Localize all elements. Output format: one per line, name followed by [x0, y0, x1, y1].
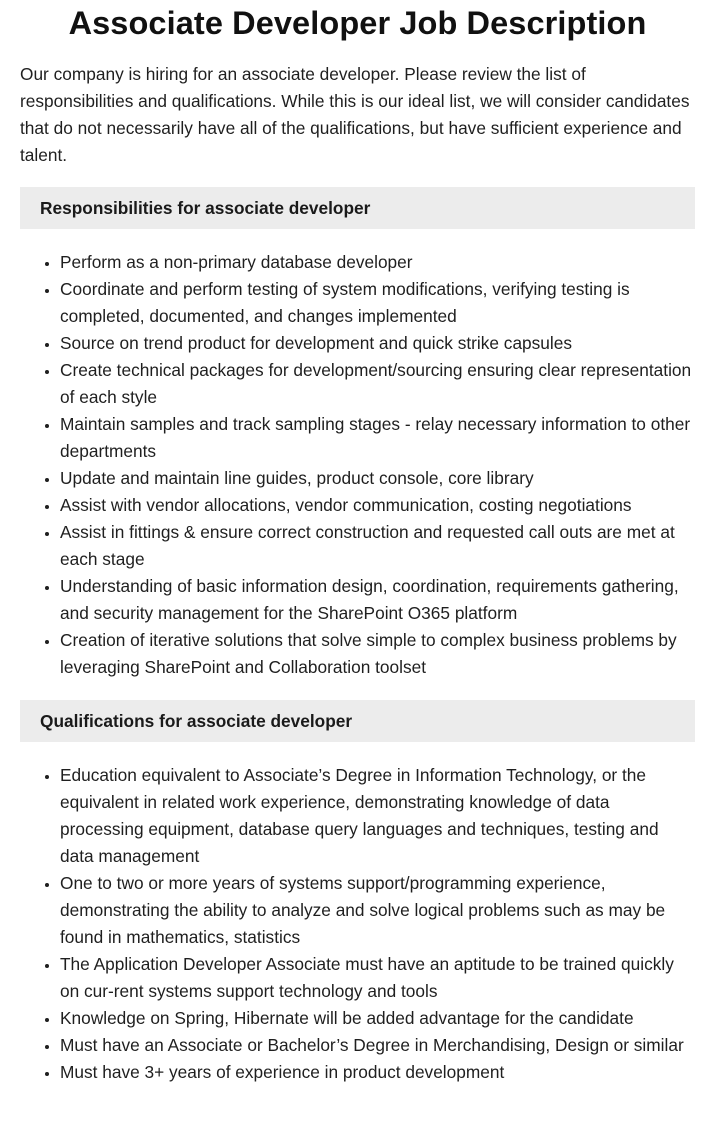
qualifications-list: [20, 762, 695, 1086]
list-item: • Maintain samples and track sampling stages - relay necessary information to other departments: [60, 411, 695, 465]
list-item: • Must have an Associate or Bachelor’s Degree in Merchandising, Design or similar: [60, 1032, 695, 1059]
list-item: • Assist with vendor allocations, vendor communication, costing negotiations: [60, 492, 695, 519]
list-item: • Coordinate and perform testing of system modifications, verifying testing is completed, documented, and changes implemented: [60, 276, 695, 330]
responsibilities-list: [20, 249, 695, 681]
responsibilities-heading: Responsibilities for associate developer: [20, 187, 695, 229]
list-item: • Creation of iterative solutions that solve simple to complex business problems by leveraging SharePoint and Collaboration toolset: [60, 627, 695, 681]
list-item: • Assist in fittings & ensure correct construction and requested call outs are met at each stage: [60, 519, 695, 573]
list-item: • Must have 3+ years of experience in product development: [60, 1059, 695, 1086]
list-item: • Source on trend product for development and quick strike capsules: [60, 330, 695, 357]
page-title: Associate Developer Job Description: [68, 5, 647, 41]
list-item: • Knowledge on Spring, Hibernate will be added advantage for the candidate: [60, 1005, 695, 1032]
qualifications-heading: Qualifications for associate developer: [20, 700, 695, 742]
list-item: • The Application Developer Associate must have an aptitude to be trained quickly on cur-rent systems support technology and tools: [60, 951, 695, 1005]
list-item: • One to two or more years of systems support/programming experience, demonstrating the ability to analyze and solve logical problems such as may be found in mathematics, statistics: [60, 870, 695, 951]
list-item: • Update and maintain line guides, product console, core library: [60, 465, 695, 492]
list-item: • Perform as a non-primary database developer: [60, 249, 695, 276]
intro-paragraph: Our company is hiring for an associate developer. Please review the list of responsibilities and qualifications. While this is our ideal list, we will consider candidates that do not necessarily have all of the qualifications, but have sufficient experience and talent.: [20, 64, 690, 165]
list-item: • Education equivalent to Associate’s Degree in Information Technology, or the equivalent in related work experience, demonstrating knowledge of data processing equipment, database query languages and techniques, testing and data management: [60, 762, 695, 870]
list-item: • Create technical packages for development/sourcing ensuring clear representation of each style: [60, 357, 695, 411]
list-item: • Understanding of basic information design, coordination, requirements gathering, and security management for the SharePoint O365 platform: [60, 573, 695, 627]
